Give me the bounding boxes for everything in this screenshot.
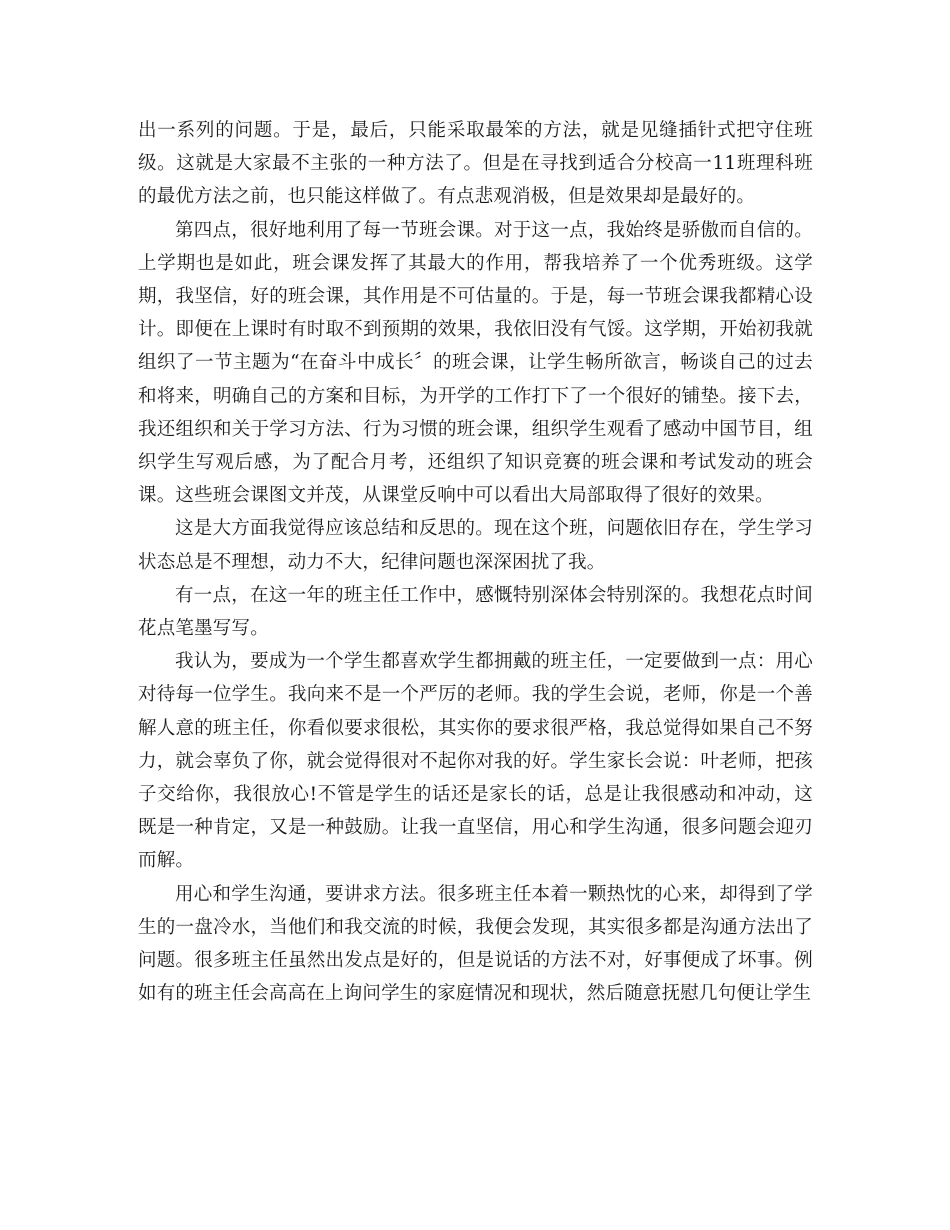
paragraph-1: 出一系列的问题。于是，最后，只能采取最笨的方法，就是见缝插针式把守住班级。这就是大家最不主张的一种方法了。但是在寻找到适合分校高一11班理科班的最优方法之前，也只能这样做了。有点悲观消极，但是效果却是最好的。 bbox=[138, 120, 813, 208]
document-body bbox=[138, 114, 813, 1010]
paragraph-5: 我认为，要成为一个学生都喜欢学生都拥戴的班主任，一定要做到一点：用心对待每一位学生。我向来不是一个严厉的老师。我的学生会说，老师，你是一个善解人意的班主任，你看似要求很松，其实你的要求很严格，我总觉得如果自己不努力，就会辜负了你，就会觉得很对不起你对我的好。学生家长会说：叶老师，把孩子交给你，我很放心!不管是学生的话还是家长的话，总是让我很感动和冲动，这既是一种肯定，又是一种鼓励。让我一直坚信，用心和学生沟通，很多问题会迎刃而解。 bbox=[138, 651, 813, 872]
paragraph-4: 有一点，在这一年的班主任工作中，感慨特别深体会特别深的。我想花点时间花点笔墨写写。 bbox=[138, 584, 813, 640]
paragraph-3: 这是大方面我觉得应该总结和反思的。现在这个班，问题依旧存在，学生学习状态总是不理想，动力不大，纪律问题也深深困扰了我。 bbox=[138, 518, 813, 573]
paragraph-6: 用心和学生沟通，要讲求方法。很多班主任本着一颗热忱的心来，却得到了学生的一盘冷水，当他们和我交流的时候，我便会发现，其实很多都是沟通方法出了问题。很多班主任虽然出发点是好的，但是说话的方法不对，好事便成了坏事。例如有的班主任会高高在上询问学生的家庭情况和现状，然后随意抚慰几句便让学生 bbox=[138, 883, 813, 1005]
paragraph-2: 第四点，很好地利用了每一节班会课。对于这一点，我始终是骄傲而自信的。上学期也是如此，班会课发挥了其最大的作用，帮我培养了一个优秀班级。这学期，我坚信，好的班会课，其作用是不可估量的。于是，每一节班会课我都精心设计。即便在上课时有时取不到预期的效果，我依旧没有气馁。这学期，开始初我就组织了一节主题为“在奋斗中成长〞的班会课，让学生畅所欲言，畅谈自己的过去和将来，明确自己的方案和目标，为开学的工作打下了一个很好的铺垫。接下去，我还组织和关于学习方法、行为习惯的班会课，组织学生观看了感动中国节目，组织学生写观后感，为了配合月考，还组织了知识竞赛的班会课和考试发动的班会课。这些班会课图文并茂，从课堂反响中可以看出大局部取得了很好的效果。 bbox=[138, 219, 813, 507]
